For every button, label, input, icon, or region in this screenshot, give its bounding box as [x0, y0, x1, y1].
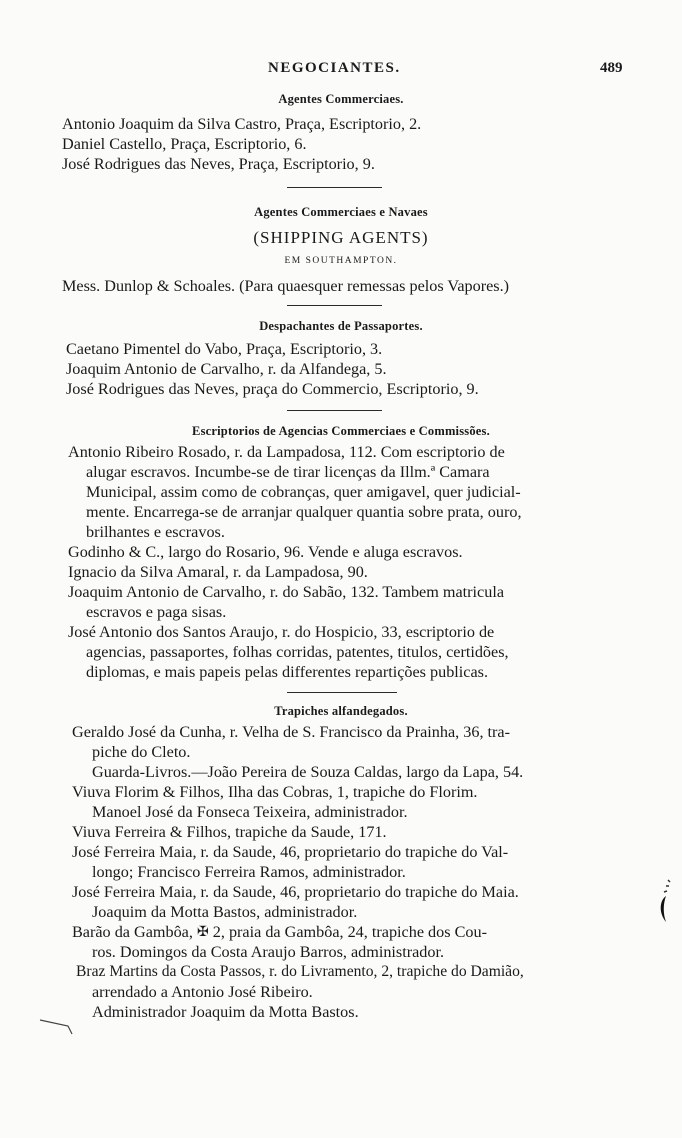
- entry-line: Daniel Castello, Praça, Escriptorio, 6.: [62, 135, 307, 153]
- entry-line: Mess. Dunlop & Schoales. (Para quaesquer remessas pelos Vapores.): [62, 277, 510, 295]
- entry-line: Antonio Ribeiro Rosado, r. da Lampadosa, 112. Com escriptorio de: [68, 443, 505, 461]
- entry-line: ros. Domingos da Costa Araujo Barros, administrador.: [92, 943, 445, 961]
- entry-line: Antonio Joaquim da Silva Castro, Praça, Escriptorio, 2.: [62, 115, 422, 133]
- entry-line: Caetano Pimentel do Vabo, Praça, Escriptorio, 3.: [66, 340, 383, 358]
- subheading-shipping-agents: (SHIPPING AGENTS): [253, 228, 429, 247]
- entry-line: alugar escravos. Incumbe-se de tirar licenças da Illm.ª Camara: [86, 463, 490, 481]
- entry-text: 2, praia da Gambôa, 24, trapiche dos Cou-: [212, 923, 487, 941]
- heading-despachantes: Despachantes de Passaportes.: [259, 319, 423, 333]
- section-divider: [287, 305, 382, 306]
- entry-line: Viuva Florim & Filhos, Ilha das Cobras, 1, trapiche do Florim.: [72, 783, 478, 801]
- entry-line: longo; Francisco Ferreira Ramos, administrador.: [92, 863, 406, 881]
- location-caption: EM SOUTHAMPTON.: [284, 256, 398, 266]
- entry-line: diplomas, e mais papeis pelas differentes repartições publicas.: [86, 663, 489, 681]
- entry-line: brilhantes e escravos.: [86, 523, 225, 541]
- corner-pencil-mark-icon: [38, 1016, 78, 1038]
- entry-line: José Ferreira Maia, r. da Saude, 46, proprietario do trapiche do Val-: [72, 843, 509, 861]
- entry-line: Joaquim Antonio de Carvalho, r. da Alfandega, 5.: [66, 360, 387, 378]
- entry-line: Ignacio da Silva Amaral, r. da Lampadosa, 90.: [68, 563, 368, 581]
- entry-text: Barão da Gambôa,: [72, 923, 193, 941]
- entry-line: Braz Martins da Costa Passos, r. do Livramento, 2, trapiche do Damião,: [76, 963, 524, 980]
- page-header: [0, 60, 682, 80]
- entry-line: José Antonio dos Santos Araujo, r. do Hospicio, 33, escriptorio de: [68, 623, 495, 641]
- entry-line: Geraldo José da Cunha, r. Velha de S. Francisco da Prainha, 36, tra-: [72, 723, 511, 741]
- entry-line: José Ferreira Maia, r. da Saude, 46, proprietario do trapiche do Maia.: [72, 883, 519, 901]
- heading-escriptorios: Escriptorios de Agencias Commerciaes e Commissões.: [192, 424, 490, 438]
- entry-line: Joaquim da Motta Bastos, administrador.: [92, 903, 358, 921]
- margin-ink-mark-icon: [650, 878, 674, 928]
- entry-line: escravos e paga sisas.: [86, 603, 227, 621]
- entry-line: Joaquim Antonio de Carvalho, r. do Sabão, 132. Tambem matricula: [68, 583, 505, 601]
- entry-line: Viuva Ferreira & Filhos, trapiche da Saude, 171.: [72, 823, 387, 841]
- heading-agentes-commerciaes: Agentes Commerciaes.: [278, 92, 404, 106]
- entry-line: arrendado a Antonio José Ribeiro.: [92, 983, 313, 1001]
- entry-line: Guarda-Livros.—João Pereira de Souza Caldas, largo da Lapa, 54.: [92, 763, 524, 781]
- entry-line-with-cross: [72, 923, 487, 942]
- running-title: NEGOCIANTES.: [268, 60, 401, 76]
- entry-line: José Rodrigues das Neves, Praça, Escriptorio, 9.: [62, 155, 375, 173]
- entry-line: Municipal, assim como de cobranças, quer amigavel, quer judicial-: [86, 483, 521, 501]
- heading-agentes-navaes: Agentes Commerciaes e Navaes: [254, 205, 428, 219]
- section-divider: [287, 692, 397, 693]
- entry-line: agencias, passaportes, folhas corridas, patentes, titulos, certidões,: [86, 643, 509, 661]
- section-divider: [287, 410, 382, 411]
- entry-line: Manoel José da Fonseca Teixeira, administrador.: [92, 803, 408, 821]
- section-divider: [287, 187, 382, 188]
- heading-trapiches: Trapiches alfandegados.: [274, 704, 408, 718]
- maltese-cross-icon: ✠: [196, 925, 209, 940]
- entry-line: piche do Cleto.: [92, 743, 191, 761]
- page-number: 489: [600, 60, 623, 76]
- entry-line: mente. Encarrega-se de arranjar qualquer quantia sobre prata, ouro,: [86, 503, 522, 521]
- entry-line: Godinho & C., largo do Rosario, 96. Vende e aluga escravos.: [68, 543, 463, 561]
- entry-line: Administrador Joaquim da Motta Bastos.: [92, 1003, 359, 1021]
- entry-line: José Rodrigues das Neves, praça do Commercio, Escriptorio, 9.: [66, 380, 479, 398]
